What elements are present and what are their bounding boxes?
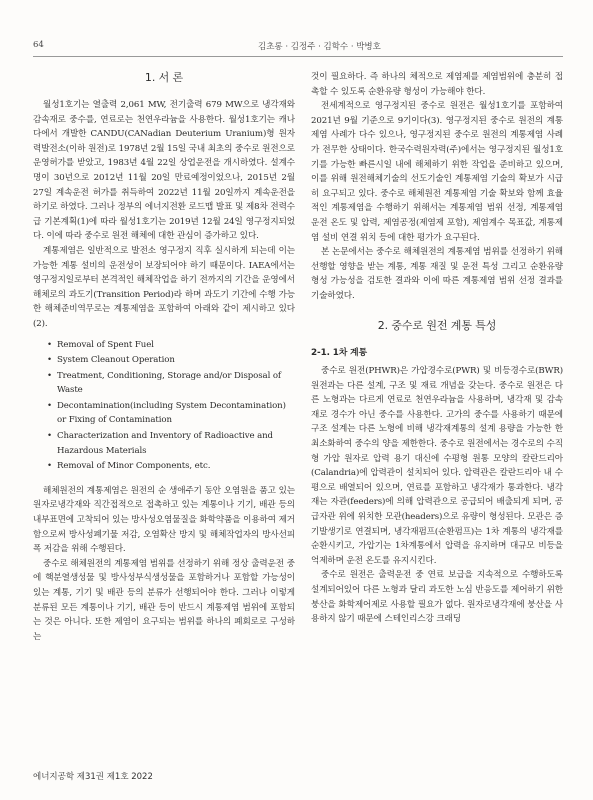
paragraph: 중수로 원전은 출력운전 중 연료 보급을 지속적으로 수행하도록 설계되어있어 다른 노형과 달리 과도한 노심 반응도를 제어하기 위한 붕산을 화학제어제로 사용할 필요가 없다. 원자로냉각재에 붕산을 사용하지 않기 때문에 스테인리스강 크래딩 (311, 570, 563, 625)
left-column (33, 70, 295, 644)
transition-activities-list (47, 338, 295, 474)
paragraph: 전세계적으로 영구정지된 중수로 원전은 월성1호기를 포함하여 2021년 9월 기준으로 9기이다(3). 영구정지된 중수로 원전의 계통제염 사례가 다수 있으나, 영구정지된 중수로 원전의 계통제염 사례가 전무한 상태이다. 한국수력원자력(주)에서는 영구정지된 월성1호기를 가능한 빠른시일 내에 해체하기 위한 작업을 준비하고 있으며, 이를 위해 원전해체기술의 선도기술인 계통제염 기술의 확보가 시급히 요구되고 있다. 중수로 해체원전 계통제염 기술 확보와 함께 효율적인 계통제염을 수행하기 위해서는 계통제염 범위 선정, 계통제염 운전 온도 및 압력, 제염공정(제염제 포함), 제염계수 목표값, 계통제염 설비 연결 위치 등에 대한 평가가 요구된다. (311, 101, 563, 243)
page-number: 64 (33, 40, 44, 50)
subsection-2-1-heading: 2-1. 1차 계통 (311, 347, 367, 358)
running-header (33, 40, 563, 54)
list-item: • System Cleanout Operation (47, 355, 175, 366)
paragraph: 계통제염은 일반적으로 발전소 영구정지 직후 실시하게 되는데 이는 가능한 계통 설비의 운전성이 보장되어야 하기 때문이다. IAEA에서는 영구정지일로부터 본격적인 해체작업을 하기 전까지의 기간을 운영에서 해체로의 과도기(Transition Period)라 하며 과도기 기간에 수행 가능한 해체준비역무로는 계통제염을 포함하여 아래와 같이 제시하고 있다(2). (33, 245, 295, 329)
paragraph: 중수로 해체원전의 계통제염 범위를 선정하기 위해 정상 출력운전 중에 핵분열생성물 및 방사성부식생성물을 포함하거나 포함할 가능성이 있는 계통, 기기 및 배관 등의 분류가 선행되어야 한다. 그러나 이렇게 분류된 모든 계통이나 기기, 배관 등이 반드시 계통제염 범위에 포함되는 것은 아니다. 또한 제염이 요구되는 범위를 하나의 폐회로로 구성하는 (33, 558, 295, 642)
list-item: • Characterization and Inventory of Radioactive and Hazardous Materials (47, 431, 273, 456)
list-item: • Removal of Spent Fuel (47, 339, 154, 350)
list-item: • Removal of Minor Components, etc. (47, 461, 211, 472)
header-rule (33, 56, 563, 57)
paragraph: 해체원전의 계통제염은 원전의 순 생애주기 동안 오염원을 품고 있는 원자로냉각재와 직간접적으로 접촉하고 있는 계통이나 기기, 배관 등의 내부표면에 고착되어 있는 방사성오염물질을 화학약품을 이용하여 제거함으로써 방사성폐기물 저감, 오염확산 방지 및 해체작업자의 방사선피폭 저감을 위해 수행된다. (33, 485, 295, 555)
right-column (311, 70, 563, 627)
list-item: • Treatment, Conditioning, Storage and/or Disposal of Waste (47, 370, 282, 396)
paragraph: 것이 필요하다. 즉 하나의 체적으로 제염제를 제염범위에 충분히 접촉할 수 있도록 순환유량 형성이 가능해야 한다. (311, 72, 563, 97)
paragraph: 중수로 원전(PHWR)은 가압경수로(PWR) 및 비등경수로(BWR) 원전과는 다른 설계, 구조 및 재료 개념을 갖는다. 중수로 원전은 다른 노형과는 다르게 연료로 천연우라늄을 사용하며, 냉각재 및 감속재로 경수가 아닌 중수를 사용한다. 고가의 중수를 사용하기 때문에 구조 설계는 다른 노형에 비해 냉각재계통의 설계 용량을 가능한 한 최소화하여 중수의 양을 제한한다. 중수로 원전에서는 경수로의 수직형 가압 원자로 압력 용기 대신에 수평형 원통 모양의 칼란드리아(Calandria)에 압력관이 설치되어 있다. 압력관은 칼란드리아 내 수평으로 배열되어 있으며, 연료를 포함하고 냉각재가 통과한다. 냉각재는 자관(feeders)에 의해 압력관으로 공급되어 배출되게 되며, 공급자관 위에 위치한 모관(headers)으로 유량이 형성된다. 모관은 증기발생기로 연결되며, 냉각재펌프(순환펌프)는 1차 계통의 냉각재를 순환시키고, 가압기는 1차계통에서 압력을 유지하며 대규모 비등을 억제하며 운전 온도를 유지시킨다. (311, 366, 563, 566)
journal-footer: 에너지공학 제31권 제1호 2022 (33, 772, 153, 782)
paragraph: 본 논문에서는 중수로 해체원전의 계통제염 범위를 선정하기 위해 선행할 영향을 받는 계통, 계통 재질 및 운전 특성 그리고 순환유량 형성 가능성을 검토한 결과와 이에 따른 계통제염 범위 선정 결과를 기술하였다. (311, 247, 563, 301)
section-1-heading: 1. 서 론 (144, 71, 184, 84)
section-2-heading: 2. 중수로 원전 계통 특성 (377, 318, 497, 332)
list-item: • Decontamination(including System Decontamination) or Fixing of Contamination (47, 400, 286, 426)
running-header-authors: 김초롱 · 김정주 · 김학수 · 박병호 (258, 42, 381, 52)
paragraph: 월성1호기는 열출력 2,061 MW, 전기출력 679 MW으로 냉각재와 감속재로 중수를, 연료로는 천연우라늄을 사용한다. 월성1호기는 캐나다에서 개발한 CANDU(CANadian Deuterium Uranium)형 원자력발전소(이하 원전)로 1978년 2월 15일 국내 최초의 중수로 원전으로 운영허가를 받았고, 1983년 4월 22일 상업운전을 개시하였다. 설계수명이 30년으로 2012년 11월 20일 만료예정이었으나, 2015년 2월 27일 계속운전 허가를 취득하여 2022년 11월 20일까지 계속운전을 하기로 하였다. 그러나 정부의 에너지전환 로드맵 발표 및 제8차 전력수급 기본계획(1)에 따라 월성1호기는 2019년 12월 24일 영구정지되었다. 이에 따라 중수로 원전 해체에 대한 관심이 증가하고 있다. (33, 100, 295, 242)
